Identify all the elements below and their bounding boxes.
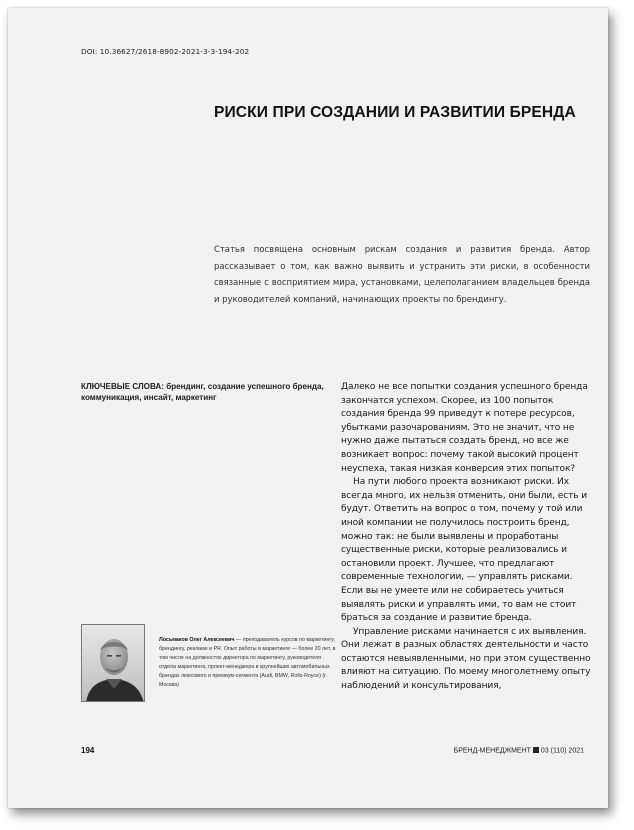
author-bio <box>159 636 339 690</box>
journal-issue: 03 (110) 2021 <box>540 747 584 755</box>
author-block <box>81 624 335 704</box>
square-separator-icon <box>533 747 539 753</box>
author-portrait-icon <box>82 625 145 702</box>
page-number: 194 <box>81 746 95 755</box>
body-paragraph: Далеко не все попытки создания успешного бренда закончатся успехом. Скорее, из 100 попыток создания бренда 99 приведут к потере ресурсов, убытками разочарованиям. Это не значит, что не нужно даже пытаться создать бренд, но все же возникает вопрос: почему такой высокий процент неуспеха, такая низкая конверсия этих попыток? <box>341 382 588 474</box>
keywords-text: брендинг, создание успешного бренда, коммуникация, инсайт, маркетинг <box>81 382 324 402</box>
journal-page <box>8 8 608 808</box>
keywords-label: КЛЮЧЕВЫЕ СЛОВА: <box>81 382 164 391</box>
keywords-block <box>81 381 333 403</box>
body-paragraph: На пути любого проекта возникают риски. Их всегда много, их нельзя отменить, они были, есть и будут. Ответить на вопрос о том, почему у той или иной компании не получилось построить бренд, можно так: не были выявлены и проработаны существенные риски, которые реализовались и остановили проект. Лучшее, что предлагают современные технологии, — управлять рисками. Если вы не умеете или не собираетесь учиться выявлять риски и управлять ими, то вам не стоит браться за создание и развитие бренда. <box>341 477 588 624</box>
author-name: Лосьмаков Олег Алексеевич <box>159 637 235 643</box>
article-title: РИСКИ ПРИ СОЗДАНИИ И РАЗВИТИИ БРЕНДА <box>214 104 576 121</box>
doi-line: DOI: 10.36627/2618-8902-2021-3-3-194-202 <box>81 47 250 56</box>
journal-footer <box>454 747 584 755</box>
article-abstract: Статья посвящена основным рискам создания и развития бренда. Автор рассказывает о том, как важно выявить и устранить эти риски, в особенности связанные с восприятием мира, установками, целеполаганием владельцев бренда и руководителей компаний, начинающих проекты по брендингу. <box>214 244 590 304</box>
body-paragraph: Управление рисками начинается с их выявления. Они лежат в разных областях деятельности и часто остаются невыявленными, но при этом существенно влияют на ситуацию. По моему многолетнему опыту наблюдений и консультирования, <box>341 626 591 692</box>
author-description: — преподаватель курсов по маркетингу, брендингу, рекламе и PR. Опыт работы в маркетинге — более 20 лет, в том числе на должностях директора по маркетингу, руководителя отдела маркетинга, проект-менеджера в крупнейших автомобильных брендах люксового и премиум-сегмента (Audi, BMW, Rolls-Royce) (г. Москва) <box>159 637 336 688</box>
author-photo <box>81 624 145 702</box>
body-text-column <box>341 381 593 694</box>
journal-name: БРЕНД-МЕНЕДЖМЕНТ <box>453 747 531 755</box>
